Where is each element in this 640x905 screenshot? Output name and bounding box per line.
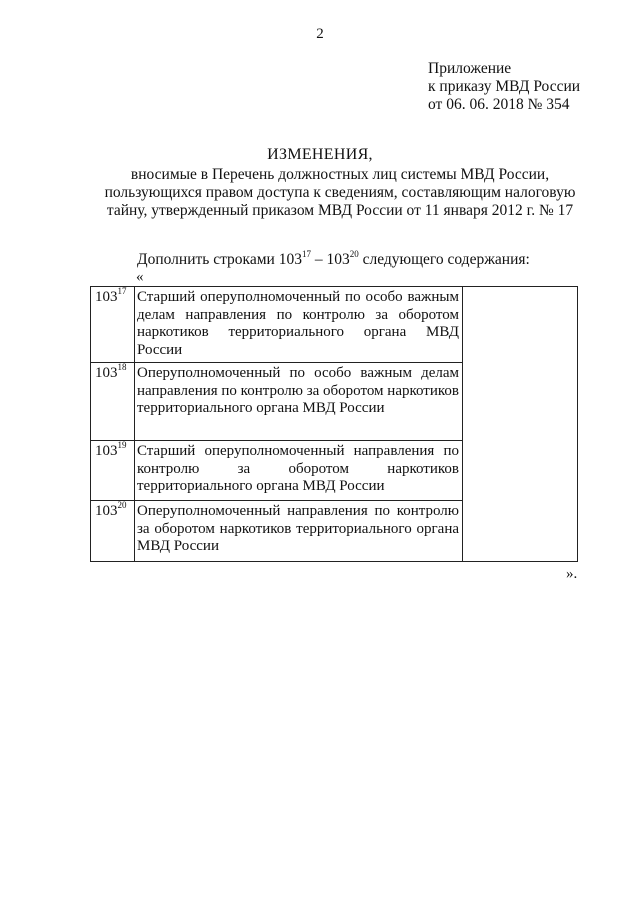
row-number-base: 103 [95,443,118,459]
instruction-sup-to: 20 [349,248,359,259]
table-row [91,501,463,562]
appendix-block [428,60,580,114]
row-number-base: 103 [95,289,118,305]
row-number-sup: 17 [117,286,127,296]
page-number: 2 [316,26,324,42]
row-number [91,363,135,440]
row-number-sup: 18 [117,362,127,372]
row-number [91,501,135,562]
appendix-line-2: к приказу МВД России [428,78,581,95]
positions-table [90,286,578,562]
row-text: Старший оперуполномоченный по особо важным делам направления по контролю за оборотом наркотиков территориального органа МВД России [137,289,459,358]
instruction-sup-from: 17 [301,248,311,259]
row-number [91,287,135,362]
row-number-base: 103 [95,365,118,381]
row-number [91,441,135,500]
subtitle-line-3: тайну, утвержденный приказом МВД России от 11 января 2012 г. № 17 [106,202,574,219]
table-row [91,441,463,501]
instruction-text [137,248,530,269]
table-row [91,287,463,363]
document-title: ИЗМЕНЕНИЯ, [267,146,373,163]
subtitle-line-1: вносимые в Перечень должностных лиц системы МВД России, [130,166,550,183]
instruction-dash: – 103 [310,251,350,268]
appendix-line-3: от 06. 06. 2018 № 354 [428,96,570,113]
row-number-base: 103 [95,503,118,519]
row-text: Оперуполномоченный направления по контролю за оборотом наркотиков территориального органа МВД России [137,503,459,554]
subtitle-line-2: пользующихся правом доступа к сведениям, составляющим налоговую [104,184,576,201]
row-number-sup: 20 [117,500,127,510]
open-quote: « [136,269,144,285]
instruction-suffix: следующего содержания: [358,251,530,268]
row-text: Оперуполномоченный по особо важным делам направления по контролю за оборотом наркотиков территориального органа МВД России [137,365,460,416]
close-quote: ». [566,566,578,582]
appendix-line-1: Приложение [428,60,512,77]
row-number-sup: 19 [117,440,127,450]
document-subtitle [80,166,600,220]
instruction-prefix: Дополнить строками 103 [137,251,302,268]
table-row [91,363,463,441]
row-text: Старший оперуполномоченный направления по контролю за оборотом наркотиков территориального органа МВД России [137,443,459,494]
